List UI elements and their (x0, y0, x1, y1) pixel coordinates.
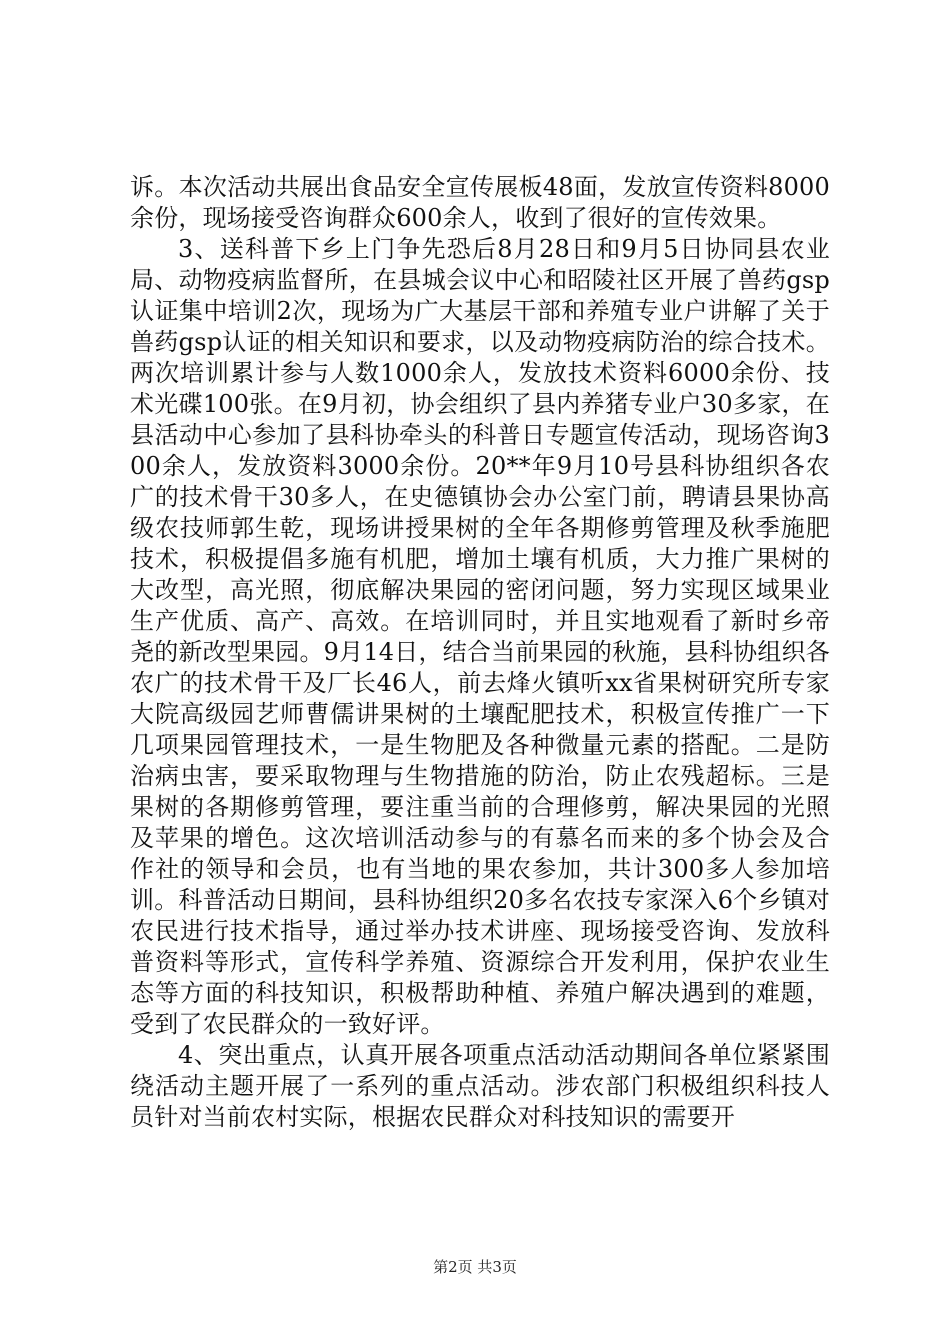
paragraph-3: 4、突出重点，认真开展各项重点活动活动期间各单位紧紧围绕活动主题开展了一系列的重点活动。涉农部门积极组织科技人员针对当前农村实际，根据农民群众对科技知识的需要开 (130, 1041, 830, 1131)
paragraph-2: 3、送科普下乡上门争先恐后8月28日和9月5日协同县农业局、动物疫病监督所，在县城会议中心和昭陵社区开展了兽药gsp认证集中培训2次，现场为广大基层干部和养殖专业户讲解了关于兽药gsp认证的相关知识和要求，以及动物疫病防治的综合技术。两次培训累计参与人数1000余人，发放技术资料6000余份、技术光碟100张。在9月初，协会组织了县内养猪专业户30多家，在县活动中心参加了县科协牵头的科普日专题宣传活动，现场咨询300余人，发放资料3000余份。20**年9月10号县科协组织各农广的技术骨干30多人，在史德镇协会办公室门前，聘请县果协高级农技师郭生乾，现场讲授果树的全年各期修剪管理及秋季施肥技术，积极提倡多施有机肥，增加土壤有机质，大力推广果树的大改型，高光照，彻底解决果园的密闭问题，努力实现区域果业生产优质、高产、高效。在培训同时，并且实地观看了新时乡帝尧的新改型果园。9月14日，结合当前果园的秋施，县科协组织各农广的技术骨干及厂长46人，前去烽火镇听xx省果树研究所专家大院高级园艺师曹儒讲果树的土壤配肥技术，积极宣传推广一下几项果园管理技术，一是生物肥及各种微量元素的搭配。二是防治病虫害，要采取物理与生物措施的防治，防止农残超标。三是果树的各期修剪管理，要注重当前的合理修剪，解决果园的光照及苹果的增色。这次培训活动参与的有慕名而来的多个协会及合作社的领导和会员，也有当地的果农参加，共计300多人参加培训。科普活动日期间，县科协组织20多名农技专家深入6个乡镇对农民进行技术指导，通过举办技术讲座、现场接受咨询、发放科普资料等形式，宣传科学养殖、资源综合开发利用，保护农业生态等方面的科技知识，积极帮助种植、养殖户解决遇到的难题，受到了农民群众的一致好评。 (130, 235, 830, 1038)
paragraph-1: 诉。本次活动共展出食品安全宣传展板48面，发放宣传资料8000余份，现场接受咨询群众600余人，收到了很好的宣传效果。 (130, 173, 830, 232)
page-footer: 第2页 共3页 (433, 1258, 517, 1276)
document-body (130, 172, 830, 1133)
